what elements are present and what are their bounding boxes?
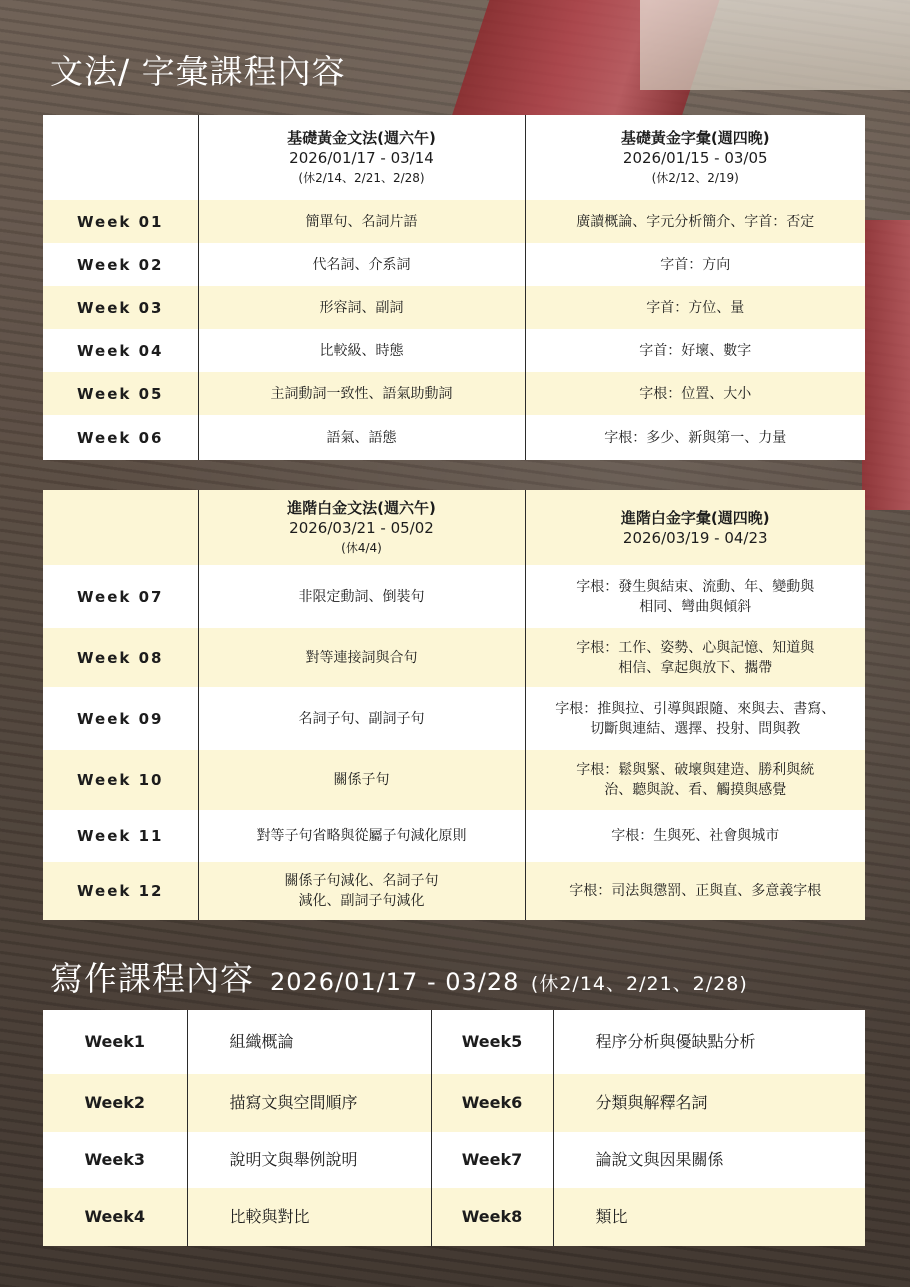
week-label: Week 02 [43,243,198,286]
vocab-topic: 字根：司法與懲罰、正與直、多意義字根 [525,862,865,920]
advanced-vocab-date: 2026/03/19 - 04/23 [622,528,768,547]
background-page-edge [640,0,910,90]
grammar-topic: 名詞子句、副詞子句 [198,687,525,750]
grammar-line-2: 減化、副詞子句減化 [298,893,425,909]
table-row [43,1188,865,1246]
grammar-topic: 比較級、時態 [198,329,525,372]
advanced-grammar-title: 進階白金文法(週六午) [287,498,436,517]
writing-title [50,953,748,1000]
writing-topic: 說明文與舉例說明 [187,1132,431,1188]
basic-vocab-note: (休2/12、2/19) [651,170,739,185]
writing-topic: 分類與解釋名詞 [553,1074,865,1132]
vocab-topic [525,565,865,628]
week-label: Week1 [43,1010,187,1074]
week-label: Week 01 [43,200,198,243]
vocab-line-1: 字根：鬆與緊、破壞與建造、勝利與統 [576,762,815,778]
advanced-vocab-header [525,490,865,565]
grammar-topic: 主詞動詞一致性、語氣助動詞 [198,372,525,415]
basic-vocab-date: 2026/01/15 - 03/05 [622,148,768,167]
grammar-vocab-title: 文法/ 字彙課程內容 [50,52,346,91]
grammar-topic: 非限定動詞、倒裝句 [198,565,525,628]
vocab-topic: 字首：好壞、數字 [525,329,865,372]
grammar-topic: 形容詞、副詞 [198,286,525,329]
week-label: Week 06 [43,415,198,460]
week-label: Week4 [43,1188,187,1246]
week-label: Week 07 [43,565,198,628]
advanced-vocab-title: 進階白金字彙(週四晚) [620,508,770,527]
table-row [43,415,865,460]
week-label: Week 12 [43,862,198,920]
table-row [43,628,865,687]
table-row [43,862,865,920]
table-row [43,810,865,862]
vocab-topic [525,687,865,750]
grammar-topic: 語氣、語態 [198,415,525,460]
vocab-line-2: 治、聽與說、看、觸摸與感覺 [604,782,787,798]
grammar-topic: 對等子句省略與從屬子句減化原則 [198,810,525,862]
background-book-spine [862,220,910,510]
week-label: Week 08 [43,628,198,687]
vocab-topic: 廣讀概論、字元分析簡介、字首：否定 [525,200,865,243]
basic-grammar-note: (休2/14、2/21、2/28) [298,170,425,185]
table-row [43,1010,865,1074]
table-row [43,372,865,415]
week-label: Week 04 [43,329,198,372]
header-blank [43,490,198,565]
table-row [43,565,865,628]
vocab-line-2: 切斷與連結、選擇、投射、問與教 [590,720,801,737]
writing-date: 2026/01/17 - 03/28 [270,968,520,996]
basic-grammar-header [198,115,525,200]
vocab-line-1: 字根：發生與結束、流動、年、變動與 [576,578,815,595]
week-label: Week7 [431,1132,553,1188]
writing-topic: 描寫文與空間順序 [187,1074,431,1132]
week-label: Week 03 [43,286,198,329]
week-label: Week2 [43,1074,187,1132]
vocab-line-1: 字根：推與拉、引導與跟隨、來與去、書寫、 [555,700,836,717]
vocab-topic [525,628,865,687]
writing-note: (休2/14、2/21、2/28) [530,973,748,995]
week-label: Week 10 [43,750,198,810]
writing-topic: 組織概論 [187,1010,431,1074]
table-row [43,329,865,372]
advanced-course-table [43,490,865,920]
vocab-line-1: 字根：工作、姿勢、心與記憶、知道與 [576,639,815,656]
week-label: Week 11 [43,810,198,862]
writing-course-table [43,1010,865,1246]
week-label: Week6 [431,1074,553,1132]
vocab-topic: 字根：生與死、社會與城市 [525,810,865,862]
vocab-topic: 字根：多少、新與第一、力量 [525,415,865,460]
table-row [43,286,865,329]
vocab-topic: 字首：方向 [525,243,865,286]
week-label: Week3 [43,1132,187,1188]
advanced-grammar-note: (休4/4) [341,540,382,555]
vocab-topic: 字根：位置、大小 [525,372,865,415]
vocab-line-2: 相信、拿起與放下、攜帶 [618,659,773,676]
basic-header-row [43,115,865,200]
table-row [43,750,865,810]
week-label: Week5 [431,1010,553,1074]
vocab-line-2: 相同、彎曲與傾斜 [639,598,752,615]
writing-topic: 類比 [553,1188,865,1246]
table-row [43,200,865,243]
basic-course-table [43,115,865,460]
vocab-topic [525,750,865,810]
writing-title-text: 寫作課程內容 [50,959,254,998]
grammar-topic: 簡單句、名詞片語 [198,200,525,243]
writing-topic: 程序分析與優缺點分析 [553,1010,865,1074]
week-label: Week 09 [43,687,198,750]
table-row [43,243,865,286]
advanced-header-row [43,490,865,565]
grammar-topic: 關係子句 [198,750,525,810]
header-blank [43,115,198,200]
grammar-line-1: 關係子句減化、名詞子句 [284,873,439,889]
basic-vocab-header [525,115,865,200]
table-row [43,687,865,750]
basic-vocab-title: 基礎黃金字彙(週四晚) [620,128,770,147]
basic-grammar-date: 2026/01/17 - 03/14 [289,148,434,167]
week-label: Week8 [431,1188,553,1246]
table-row [43,1074,865,1132]
advanced-grammar-header [198,490,525,565]
week-label: Week 05 [43,372,198,415]
grammar-topic: 代名詞、介系詞 [198,243,525,286]
vocab-topic: 字首：方位、量 [525,286,865,329]
advanced-grammar-date: 2026/03/21 - 05/02 [289,518,434,537]
grammar-topic [198,862,525,920]
writing-topic: 比較與對比 [187,1188,431,1246]
grammar-topic: 對等連接詞與合句 [198,628,525,687]
basic-grammar-title: 基礎黃金文法(週六午) [287,128,436,147]
table-row [43,1132,865,1188]
writing-topic: 論說文與因果關係 [553,1132,865,1188]
